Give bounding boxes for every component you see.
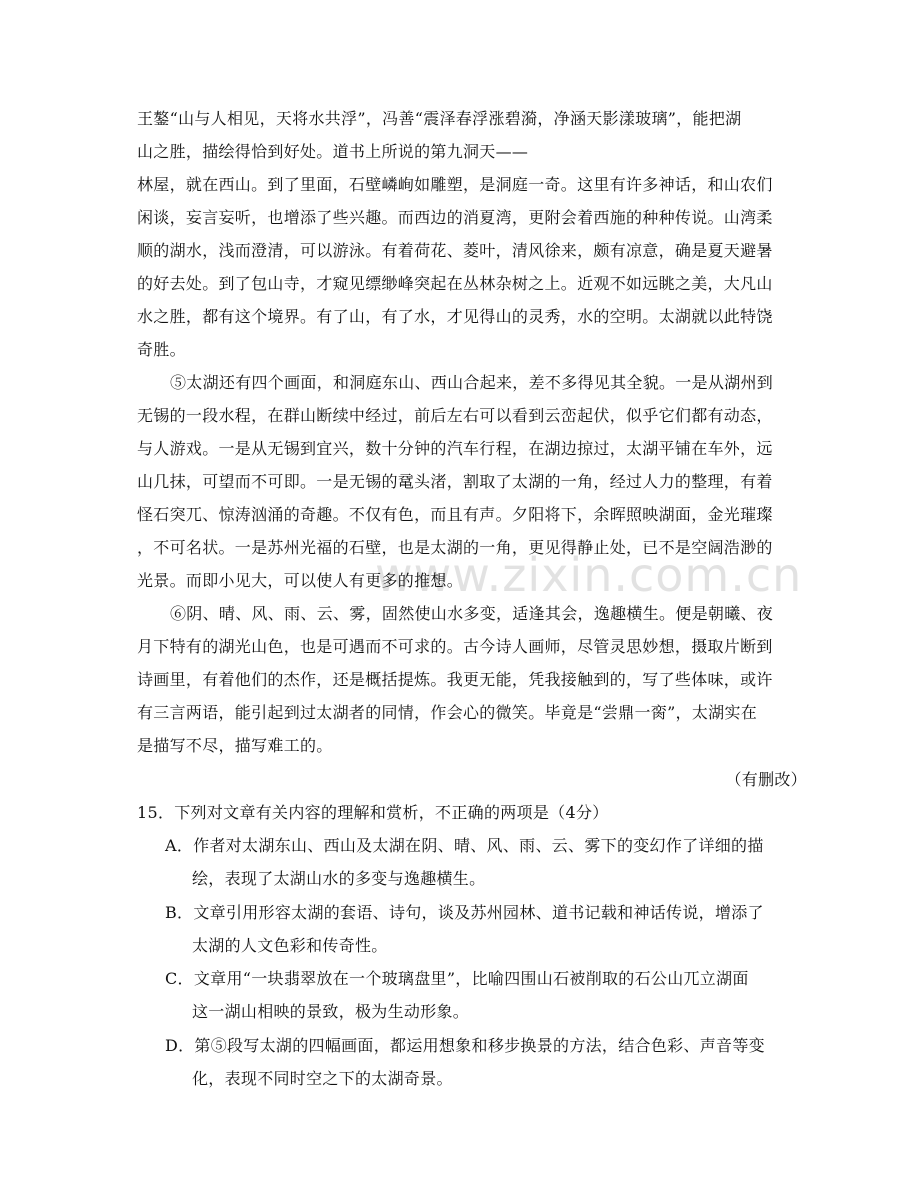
passage-line: 的好去处。到了包山寺，才窥见缥缈峰突起在丛林杂树之上。近观不如远眺之美，大凡山 <box>137 274 773 293</box>
passage-line: 诗画里，有着他们的杰作，还是概括提炼。我更无能，凭我接触到的，写了些体味，或许 <box>137 670 773 689</box>
option-c-continued: 这一湖山相映的景致，极为生动形象。 <box>192 1002 470 1021</box>
source-note: （有删改） <box>725 770 807 789</box>
passage-line: 王鏊“山与人相见，天将水共浮”，冯善“震泽春浮涨碧漪，净涵天影漾玻璃”，能把湖 <box>137 109 742 128</box>
passage-line: 与人游戏。一是从无锡到宜兴，数十分钟的汽车行程，在湖边掠过，太湖平铺在车外，远 <box>137 439 773 458</box>
option-b-continued: 太湖的人文色彩和传奇性。 <box>192 936 388 955</box>
option-d: D．第⑤段写太湖的四幅画面，都运用想象和移步换景的方法，结合色彩、声音等变 <box>165 1036 765 1055</box>
passage-line: ，不可名状。一是苏州光福的石壁，也是太湖的一角，更见得静止处，已不是空阔浩渺的 <box>137 538 773 557</box>
passage-line: 水之胜，都有这个境界。有了山，有了水，才见得山的灵秀，水的空明。太湖就以此特饶 <box>137 307 773 326</box>
paragraph-5-start: ⑤太湖还有四个画面，和洞庭东山、西山合起来，差不多得见其全貌。一是从湖州到 <box>170 373 774 392</box>
passage-line: 怪石突兀、惊涛汹涌的奇趣。不仅有色，而且有声。夕阳将下，余晖照映湖面，金光璀璨 <box>137 505 773 524</box>
passage-line: 顺的湖水，浅而澄清，可以游泳。有着荷花、菱叶，清风徐来，颇有凉意，确是夏天避暑 <box>137 241 773 260</box>
passage-line: 山之胜，描绘得恰到好处。道书上所说的第九洞天—— <box>137 142 529 161</box>
passage-line: 有三言两语，能引起到过太湖者的同情，作会心的微笑。毕竟是“尝鼎一脔”，太湖实在 <box>137 703 758 722</box>
passage-line: 是描写不尽，描写难工的。 <box>137 736 333 755</box>
paragraph-6-start: ⑥阴、晴、风、雨、云、雾，固然使山水多变，适逢其会，逸趣横生。便是朝曦、夜 <box>170 604 774 623</box>
passage-line: 奇胜。 <box>137 340 186 359</box>
passage-line: 无锡的一段水程，在群山断续中经过，前后左右可以看到云峦起伏，似乎它们都有动态， <box>137 406 773 425</box>
option-d-continued: 化，表现不同时空之下的太湖奇景。 <box>192 1069 453 1088</box>
option-a-continued: 绘，表现了太湖山水的多变与逸趣横生。 <box>192 869 486 888</box>
passage-line: 月下特有的湖光山色，也是可遇而不可求的。古今诗人画师，尽管灵思妙想，摄取片断到 <box>137 637 773 656</box>
question-stem: 15．下列对文章有关内容的理解和赏析，不正确的两项是（4分） <box>137 803 609 822</box>
passage-line: 山几抹，可望而不可即。一是无锡的鼋头渚，割取了太湖的一角，经过人力的整理，有着 <box>137 472 773 491</box>
watermark: www.zixin.com.cn <box>375 548 803 602</box>
option-b: B．文章引用形容太湖的套语、诗句，谈及苏州园林、道书记载和神话传说，增添了 <box>165 903 764 922</box>
option-a: A．作者对太湖东山、西山及太湖在阴、晴、风、雨、云、雾下的变幻作了详细的描 <box>165 836 764 855</box>
passage-line: 闲谈，妄言妄听，也增添了些兴趣。而西边的消夏湾，更附会着西施的种种传说。山湾柔 <box>137 208 773 227</box>
option-c: C．文章用“一块翡翠放在一个玻璃盘里”，比喻四围山石被削取的石公山兀立湖面 <box>165 969 749 988</box>
passage-line: 林屋，就在西山。到了里面，石壁嶙峋如雕塑，是洞庭一奇。这里有许多神话，和山农们 <box>137 175 773 194</box>
passage-line: 光景。而即小见大，可以使人有更多的推想。 <box>137 571 464 590</box>
